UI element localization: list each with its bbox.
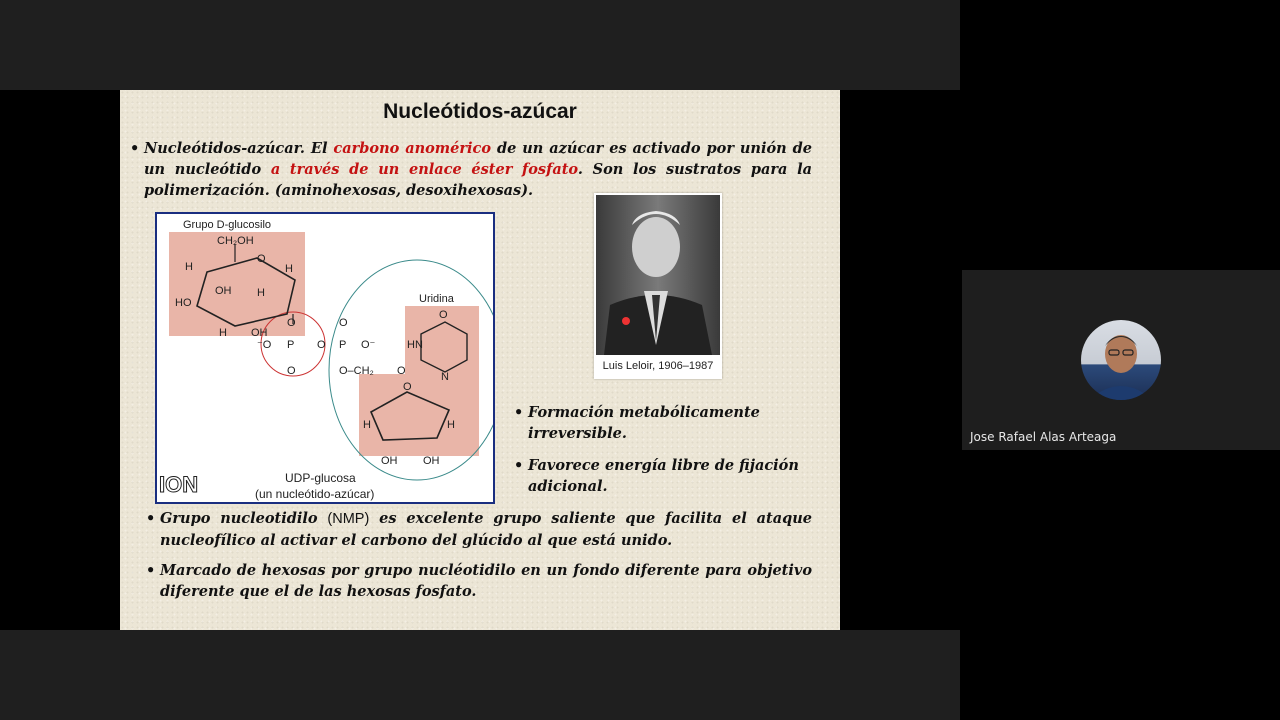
photo-caption: Luis Leloir, 1906–1987 <box>602 360 714 372</box>
label-p: P <box>339 339 347 351</box>
leloir-photo-frame <box>594 193 722 379</box>
label-o: O <box>317 339 326 351</box>
side-point-2 <box>514 455 818 497</box>
label-n: N <box>441 371 449 383</box>
bullet: • <box>146 510 156 527</box>
glucosyl-group-label: Grupo D-glucosilo <box>183 219 272 231</box>
glucosyl-highlight <box>169 232 305 336</box>
intro-text-3: . Son los sustratos para la polimerización. (aminohexosas, desoxihexosas). <box>144 161 812 199</box>
screen-share-letterbox-bottom <box>0 630 960 720</box>
participant-avatar <box>1081 320 1161 400</box>
bottom-point-text: Grupo nucleotidilo <box>160 510 328 527</box>
portrait-drawing <box>596 195 720 355</box>
bullet: • <box>514 457 524 474</box>
label-hn: HN <box>407 339 423 351</box>
bottom-point-text: Marcado de hexosas por grupo nucléotidilo en un fondo diferente para objetivo diferente que el de las hexosas fosfato. <box>160 562 812 600</box>
leloir-portrait <box>596 195 720 355</box>
intro-paragraph <box>130 138 812 201</box>
slide-title: Nucleótidos-azúcar <box>383 100 577 123</box>
bottom-point-2 <box>146 560 812 602</box>
pointer-dot-icon <box>622 317 630 325</box>
side-point-text: Formación metabólicamente irreversible. <box>528 404 760 442</box>
side-point-1 <box>514 402 818 444</box>
portrait-face <box>632 217 680 277</box>
intro-highlight-ester: a través de un enlace éster fosfato <box>270 161 578 178</box>
label-oh: OH <box>381 455 398 467</box>
figure-corner-text: ION <box>159 472 199 497</box>
label-h: H <box>219 327 227 339</box>
label-h: H <box>257 287 265 299</box>
bottom-point-1 <box>146 508 812 551</box>
udp-glucose-figure <box>155 212 495 504</box>
uridine-label: Uridina <box>419 293 454 305</box>
bottom-point-nmp: (NMP) <box>327 511 370 527</box>
label-o: O <box>339 317 348 329</box>
figure-caption-line1: UDP-glucosa <box>285 471 356 485</box>
avatar-shirt <box>1089 386 1153 400</box>
label-oh: OH <box>423 455 440 467</box>
label-h: H <box>285 263 293 275</box>
screen-share-letterbox-top <box>0 0 960 90</box>
label-ho: HO <box>175 297 192 309</box>
bullet: • <box>514 404 524 421</box>
ribose-highlight <box>359 374 479 456</box>
participant-tile[interactable] <box>962 270 1280 450</box>
bottom-point-text: es excelente grupo saliente que facilita el ataque nucleofílico al activar el carbono del glúcido al que está unido. <box>160 510 812 549</box>
bullet: • <box>130 140 140 157</box>
intro-highlight-anomeric: carbono anomérico <box>333 140 492 157</box>
label-o-ch2: O–CH₂ <box>339 365 374 377</box>
bullet: • <box>146 562 156 579</box>
presentation-slide <box>120 90 840 630</box>
label-o: O <box>287 317 296 329</box>
label-o: O <box>287 365 296 377</box>
intro-text-1: Nucleótidos-azúcar. El <box>144 140 334 157</box>
label-minus-o: ⁻O <box>257 339 272 351</box>
avatar-drawing <box>1081 320 1161 400</box>
label-h: H <box>363 419 371 431</box>
label-o: O <box>397 365 406 377</box>
label-oh: OH <box>215 285 232 297</box>
label-o-minus: O⁻ <box>361 339 376 351</box>
label-ch2oh: CH₂OH <box>217 235 254 247</box>
figure-caption-line2: (un nucleótido-azúcar) <box>255 487 375 501</box>
label-o: O <box>403 381 412 393</box>
label-o: O <box>439 309 448 321</box>
label-h: H <box>447 419 455 431</box>
udp-glucose-structure-diagram <box>157 214 493 502</box>
side-point-text: Favorece energía libre de fijación adicional. <box>528 457 799 495</box>
participant-name: Jose Rafael Alas Arteaga <box>970 430 1117 444</box>
label-h: H <box>185 261 193 273</box>
label-p: P <box>287 339 295 351</box>
label-ring-o: O <box>257 253 266 265</box>
label-oh: OH <box>251 327 268 339</box>
intro-text-2: de un azúcar es activado por unión de un nucleótido <box>144 140 812 178</box>
